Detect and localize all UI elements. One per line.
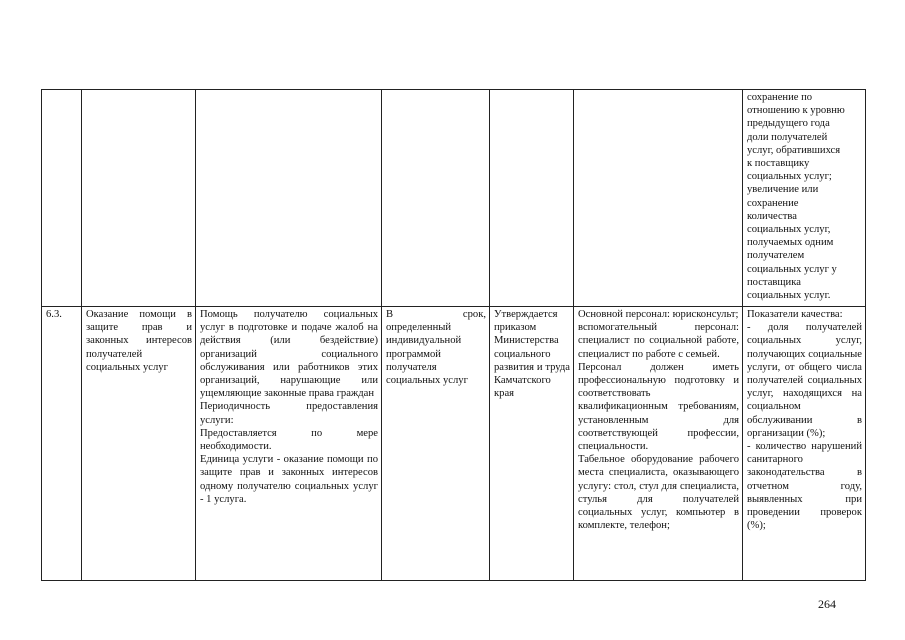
cell-empty [382, 90, 490, 307]
cell-empty [196, 90, 382, 307]
cell-number: 6.3. [42, 307, 82, 581]
page-number: 264 [818, 597, 836, 611]
cell-empty [82, 90, 196, 307]
cell-empty [490, 90, 574, 307]
table-row-service-6-3 [42, 307, 866, 581]
cell-quality-indicators: Показатели качества: - доля получателей социальных услуг, получающих социальные услуги, от общего числа получателей социальных услуг, находящихся на социальном обслуживании в организации (%); - количество нарушений санитарного законодательства в отчетном году, выявленных при проведении проверок (%); [743, 307, 866, 581]
cell-staff-conditions: Основной персонал: юрисконсульт; вспомогательный персонал: специалист по социальной работе, специалист по работе с семьей. Персонал должен иметь профессиональную подготовку и соответствовать квалификационным требованиям, установленным для соответствующей профессии, специальности. Табельное оборудование рабочего места специалиста, оказывающего услугу: стол, стул для специалиста, стулья для получателей социальных услуг, компьютер в комплекте, телефон; [574, 307, 743, 581]
cell-service-name: Оказание помощи в защите прав и законных интересов получателей социальных услуг [82, 307, 196, 581]
cell-service-description: Помощь получателю социальных услуг в подготовке и подаче жалоб на действия (или бездействие) организаций социального обслуживания или работников этих организаций, нарушающие или ущемляющие законные права граждан Периодичность предоставления услуги: Предоставляется по мере необходимости. Единица услуги - оказание помощи по защите прав и законных интересов одному получателю социальных услуг - 1 услуга. [196, 307, 382, 581]
cell-term: В срок, определенный индивидуальной программой получателя социальных услуг [382, 307, 490, 581]
cell-norm: Утверждается приказом Министерства социального развития и труда Камчатского края [490, 307, 574, 581]
cell-indicators-continued: сохранение по отношению к уровню предыдущего года доли получателей услуг, обратившихся к поставщику социальных услуг; увеличение или сохранение количества социальных услуг, получаемых одним получателем социальных услуг у поставщика социальных услуг. [743, 90, 866, 307]
cell-empty [42, 90, 82, 307]
table-row-continuation [42, 90, 866, 307]
services-table [41, 89, 866, 581]
cell-empty [574, 90, 743, 307]
